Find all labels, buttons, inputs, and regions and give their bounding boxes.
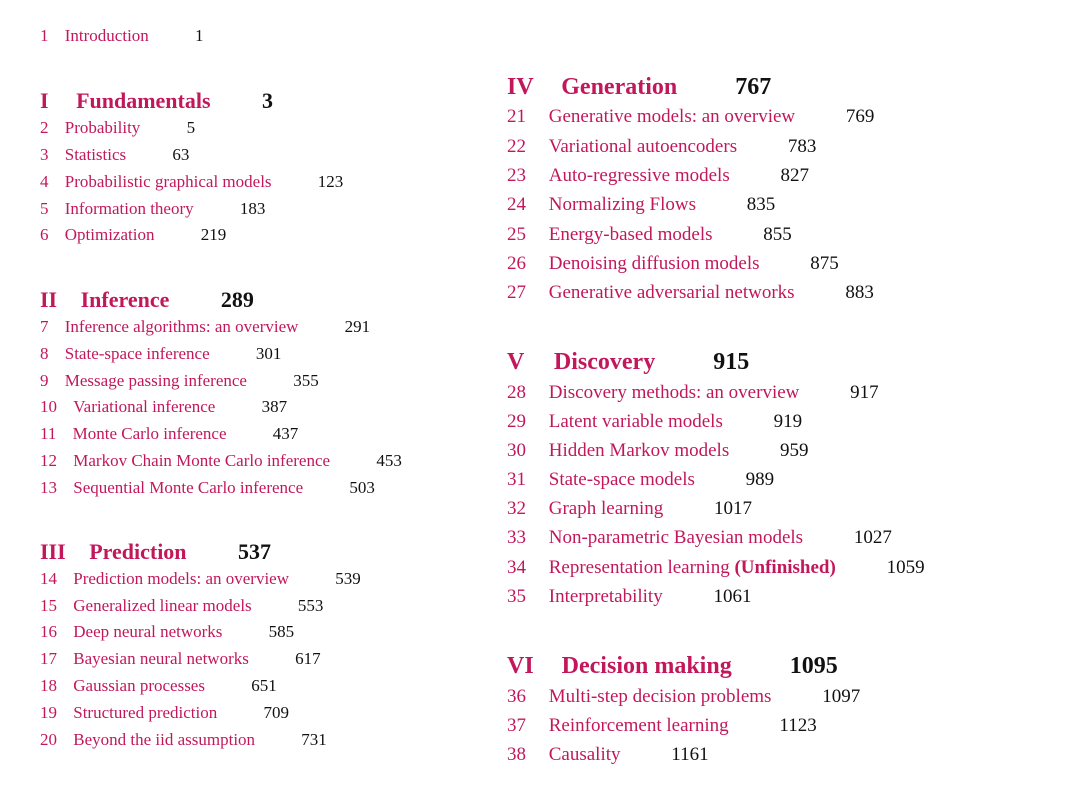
toc-chapter-31[interactable] <box>507 469 774 491</box>
part-heading-4[interactable] <box>507 73 771 101</box>
toc-chapter-33[interactable] <box>507 527 892 549</box>
unfinished-note: (Unfinished) <box>734 557 836 578</box>
part-page: 537 <box>238 539 272 564</box>
toc-chapter-4[interactable] <box>40 172 343 192</box>
chapter-page: 769 <box>845 106 875 127</box>
chapter-page: 989 <box>745 469 775 490</box>
chapter-number: 19 <box>40 703 57 722</box>
chapter-number: 24 <box>507 194 526 215</box>
chapter-title[interactable]: Markov Chain Monte Carlo inference <box>73 451 331 470</box>
chapter-page: 503 <box>349 478 375 497</box>
chapter-page: 835 <box>746 194 776 215</box>
chapter-title[interactable]: Reinforcement learning <box>548 715 729 736</box>
chapter-number: 11 <box>40 424 57 443</box>
toc-chapter-16[interactable] <box>40 622 294 642</box>
chapter-number: 16 <box>40 622 57 641</box>
chapter-title[interactable]: Beyond the iid assumption <box>73 730 256 749</box>
toc-chapter-10[interactable] <box>40 397 287 417</box>
chapter-title[interactable]: Representation learning <box>548 557 730 578</box>
part-heading-5[interactable] <box>507 348 749 376</box>
chapter-number: 37 <box>507 715 526 736</box>
toc-chapter-17[interactable] <box>40 649 321 669</box>
chapter-page: 855 <box>763 224 792 245</box>
chapter-number: 33 <box>507 527 526 548</box>
chapter-page: 453 <box>376 451 402 470</box>
chapter-page: 553 <box>297 596 324 615</box>
chapter-number: 30 <box>507 440 526 461</box>
chapter-title[interactable]: Denoising diffusion models <box>548 253 760 274</box>
chapter-page: 783 <box>787 136 817 157</box>
part-number: VI <box>507 653 534 679</box>
chapter-page: 731 <box>301 730 327 749</box>
chapter-page: 291 <box>344 317 371 336</box>
toc-chapter-38[interactable] <box>507 744 709 766</box>
chapter-title[interactable]: Interpretability <box>548 586 663 607</box>
toc-chapter-9[interactable] <box>40 371 319 391</box>
toc-chapter-1[interactable] <box>40 26 204 46</box>
chapter-title[interactable]: Generative adversarial networks <box>548 282 795 303</box>
part-title[interactable]: Prediction <box>89 539 187 564</box>
chapter-page: 539 <box>335 569 361 588</box>
toc-chapter-22[interactable] <box>507 136 816 158</box>
chapter-title[interactable]: State-space models <box>548 469 695 490</box>
chapter-number: 5 <box>40 199 49 218</box>
part-title[interactable]: Inference <box>80 287 170 312</box>
part-heading-1[interactable] <box>40 88 273 114</box>
chapter-number: 20 <box>40 730 57 749</box>
chapter-number: 25 <box>507 224 526 245</box>
toc-chapter-3[interactable] <box>40 145 189 165</box>
chapter-title[interactable]: Generative models: an overview <box>548 106 796 127</box>
chapter-number: 1 <box>40 26 49 45</box>
chapter-title[interactable]: Hidden Markov models <box>548 440 730 461</box>
chapter-title[interactable]: Variational inference <box>73 397 216 416</box>
chapter-page: 1097 <box>822 686 861 707</box>
chapter-title[interactable]: Optimization <box>64 225 155 244</box>
part-heading-6[interactable] <box>507 652 838 680</box>
part-page: 767 <box>735 74 772 100</box>
toc-chapter-6[interactable] <box>40 225 226 245</box>
chapter-title[interactable]: Monte Carlo inference <box>72 424 227 443</box>
chapter-title[interactable]: Causality <box>548 744 621 765</box>
part-number: IV <box>507 74 534 100</box>
chapter-page: 1017 <box>713 498 752 519</box>
chapter-title[interactable]: Non-parametric Bayesian models <box>548 527 804 548</box>
chapter-page: 875 <box>810 253 839 274</box>
chapter-number: 18 <box>40 676 57 695</box>
chapter-title[interactable]: Prediction models: an overview <box>73 569 290 588</box>
toc-chapter-34[interactable] <box>507 557 925 579</box>
toc-chapter-37[interactable] <box>507 715 817 737</box>
part-title[interactable]: Fundamentals <box>76 88 211 113</box>
chapter-number: 29 <box>507 411 526 432</box>
chapter-number: 14 <box>40 569 57 588</box>
chapter-title[interactable]: Variational autoencoders <box>548 136 738 157</box>
chapter-title[interactable]: Information theory <box>64 199 194 218</box>
part-number: V <box>507 349 524 375</box>
toc-chapter-21[interactable] <box>507 106 874 128</box>
chapter-title[interactable]: Statistics <box>64 145 127 164</box>
chapter-title[interactable]: Sequential Monte Carlo inference <box>73 478 304 497</box>
toc-chapter-19[interactable] <box>40 703 289 723</box>
chapter-title[interactable]: Probabilistic graphical models <box>64 172 272 191</box>
chapter-page: 883 <box>845 282 874 303</box>
toc-chapter-7[interactable] <box>40 317 370 337</box>
part-title[interactable]: Discovery <box>553 349 656 375</box>
chapter-page: 709 <box>263 703 289 722</box>
chapter-page: 63 <box>172 145 190 164</box>
toc-chapter-32[interactable] <box>507 498 752 520</box>
chapter-number: 35 <box>507 586 526 607</box>
chapter-number: 7 <box>40 317 49 336</box>
part-page: 915 <box>713 349 750 375</box>
chapter-number: 28 <box>507 382 526 403</box>
chapter-page: 917 <box>850 382 879 403</box>
chapter-number: 17 <box>40 649 57 668</box>
chapter-page: 437 <box>272 424 299 443</box>
chapter-title[interactable]: Generalized linear models <box>73 596 252 615</box>
part-heading-3[interactable] <box>40 539 271 565</box>
part-number: II <box>40 287 58 312</box>
part-title[interactable]: Generation <box>561 74 678 100</box>
chapter-page: 1059 <box>886 557 925 578</box>
chapter-page: 301 <box>255 344 282 363</box>
chapter-number: 10 <box>40 397 57 416</box>
chapter-page: 1123 <box>779 715 817 736</box>
chapter-title[interactable]: Bayesian neural networks <box>73 649 249 668</box>
toc-chapter-14[interactable] <box>40 569 361 589</box>
chapter-page: 1061 <box>713 586 752 607</box>
chapter-number: 27 <box>507 282 526 303</box>
chapter-number: 34 <box>507 557 526 578</box>
chapter-title[interactable]: Probability <box>64 118 141 137</box>
toc-chapter-15[interactable] <box>40 596 323 616</box>
chapter-page: 123 <box>317 172 344 191</box>
chapter-number: 15 <box>40 596 57 615</box>
chapter-number: 22 <box>507 136 526 157</box>
toc-chapter-27[interactable] <box>507 282 874 304</box>
chapter-number: 12 <box>40 451 57 470</box>
chapter-title[interactable]: Normalizing Flows <box>548 194 696 215</box>
toc-chapter-13[interactable] <box>40 478 375 498</box>
chapter-number: 32 <box>507 498 526 519</box>
toc-chapter-25[interactable] <box>507 224 792 246</box>
chapter-number: 26 <box>507 253 526 274</box>
chapter-title[interactable]: Gaussian processes <box>73 676 205 695</box>
part-page: 3 <box>262 88 274 113</box>
toc-chapter-36[interactable] <box>507 686 860 708</box>
chapter-page: 617 <box>295 649 321 668</box>
chapter-title[interactable]: Latent variable models <box>548 411 723 432</box>
toc-chapter-20[interactable] <box>40 730 327 750</box>
chapter-title[interactable]: Energy-based models <box>548 224 713 245</box>
toc-chapter-29[interactable] <box>507 411 802 433</box>
chapter-number: 2 <box>40 118 49 137</box>
chapter-title[interactable]: Introduction <box>64 26 149 45</box>
chapter-page: 1 <box>195 26 204 45</box>
chapter-page: 585 <box>268 622 295 641</box>
chapter-page: 5 <box>186 118 196 137</box>
toc-chapter-18[interactable] <box>40 676 277 696</box>
toc-chapter-28[interactable] <box>507 382 879 404</box>
toc-chapter-11[interactable] <box>40 424 298 444</box>
chapter-title[interactable]: Multi-step decision problems <box>548 686 772 707</box>
toc-chapter-12[interactable] <box>40 451 402 471</box>
chapter-page: 827 <box>780 165 809 186</box>
chapter-page: 651 <box>251 676 277 695</box>
part-page: 1095 <box>789 653 838 679</box>
chapter-title[interactable]: Auto-regressive models <box>548 165 730 186</box>
toc-chapter-24[interactable] <box>507 194 775 216</box>
toc-chapter-30[interactable] <box>507 440 808 462</box>
chapter-number: 36 <box>507 686 526 707</box>
part-page: 289 <box>220 287 254 312</box>
toc-chapter-26[interactable] <box>507 253 839 275</box>
chapter-number: 21 <box>507 106 526 127</box>
chapter-page: 355 <box>293 371 319 390</box>
chapter-page: 387 <box>261 397 288 416</box>
toc-chapter-8[interactable] <box>40 344 281 364</box>
chapter-title[interactable]: Message passing inference <box>64 371 247 390</box>
chapter-number: 8 <box>40 344 49 363</box>
part-heading-2[interactable] <box>40 287 254 313</box>
part-number: I <box>40 88 49 113</box>
chapter-page: 919 <box>773 411 803 432</box>
chapter-title[interactable]: Discovery methods: an overview <box>548 382 800 403</box>
chapter-page: 1161 <box>671 744 709 765</box>
part-title[interactable]: Decision making <box>561 653 732 679</box>
chapter-number: 31 <box>507 469 526 490</box>
chapter-page: 219 <box>200 225 227 244</box>
toc-chapter-23[interactable] <box>507 165 809 187</box>
chapter-title[interactable]: Structured prediction <box>73 703 218 722</box>
chapter-number: 9 <box>40 371 49 390</box>
chapter-number: 6 <box>40 225 49 244</box>
toc-chapter-5[interactable] <box>40 199 265 219</box>
chapter-title[interactable]: Graph learning <box>548 498 664 519</box>
chapter-number: 3 <box>40 145 49 164</box>
part-number: III <box>40 539 66 564</box>
chapter-number: 38 <box>507 744 526 765</box>
chapter-title[interactable]: Deep neural networks <box>73 622 223 641</box>
chapter-number: 4 <box>40 172 49 191</box>
chapter-page: 959 <box>779 440 809 461</box>
toc-chapter-2[interactable] <box>40 118 195 138</box>
chapter-title[interactable]: State-space inference <box>64 344 210 363</box>
chapter-number: 23 <box>507 165 526 186</box>
chapter-title[interactable]: Inference algorithms: an overview <box>64 317 299 336</box>
chapter-number: 13 <box>40 478 57 497</box>
chapter-page: 183 <box>239 199 266 218</box>
toc-chapter-35[interactable] <box>507 586 751 608</box>
chapter-page: 1027 <box>853 527 892 548</box>
